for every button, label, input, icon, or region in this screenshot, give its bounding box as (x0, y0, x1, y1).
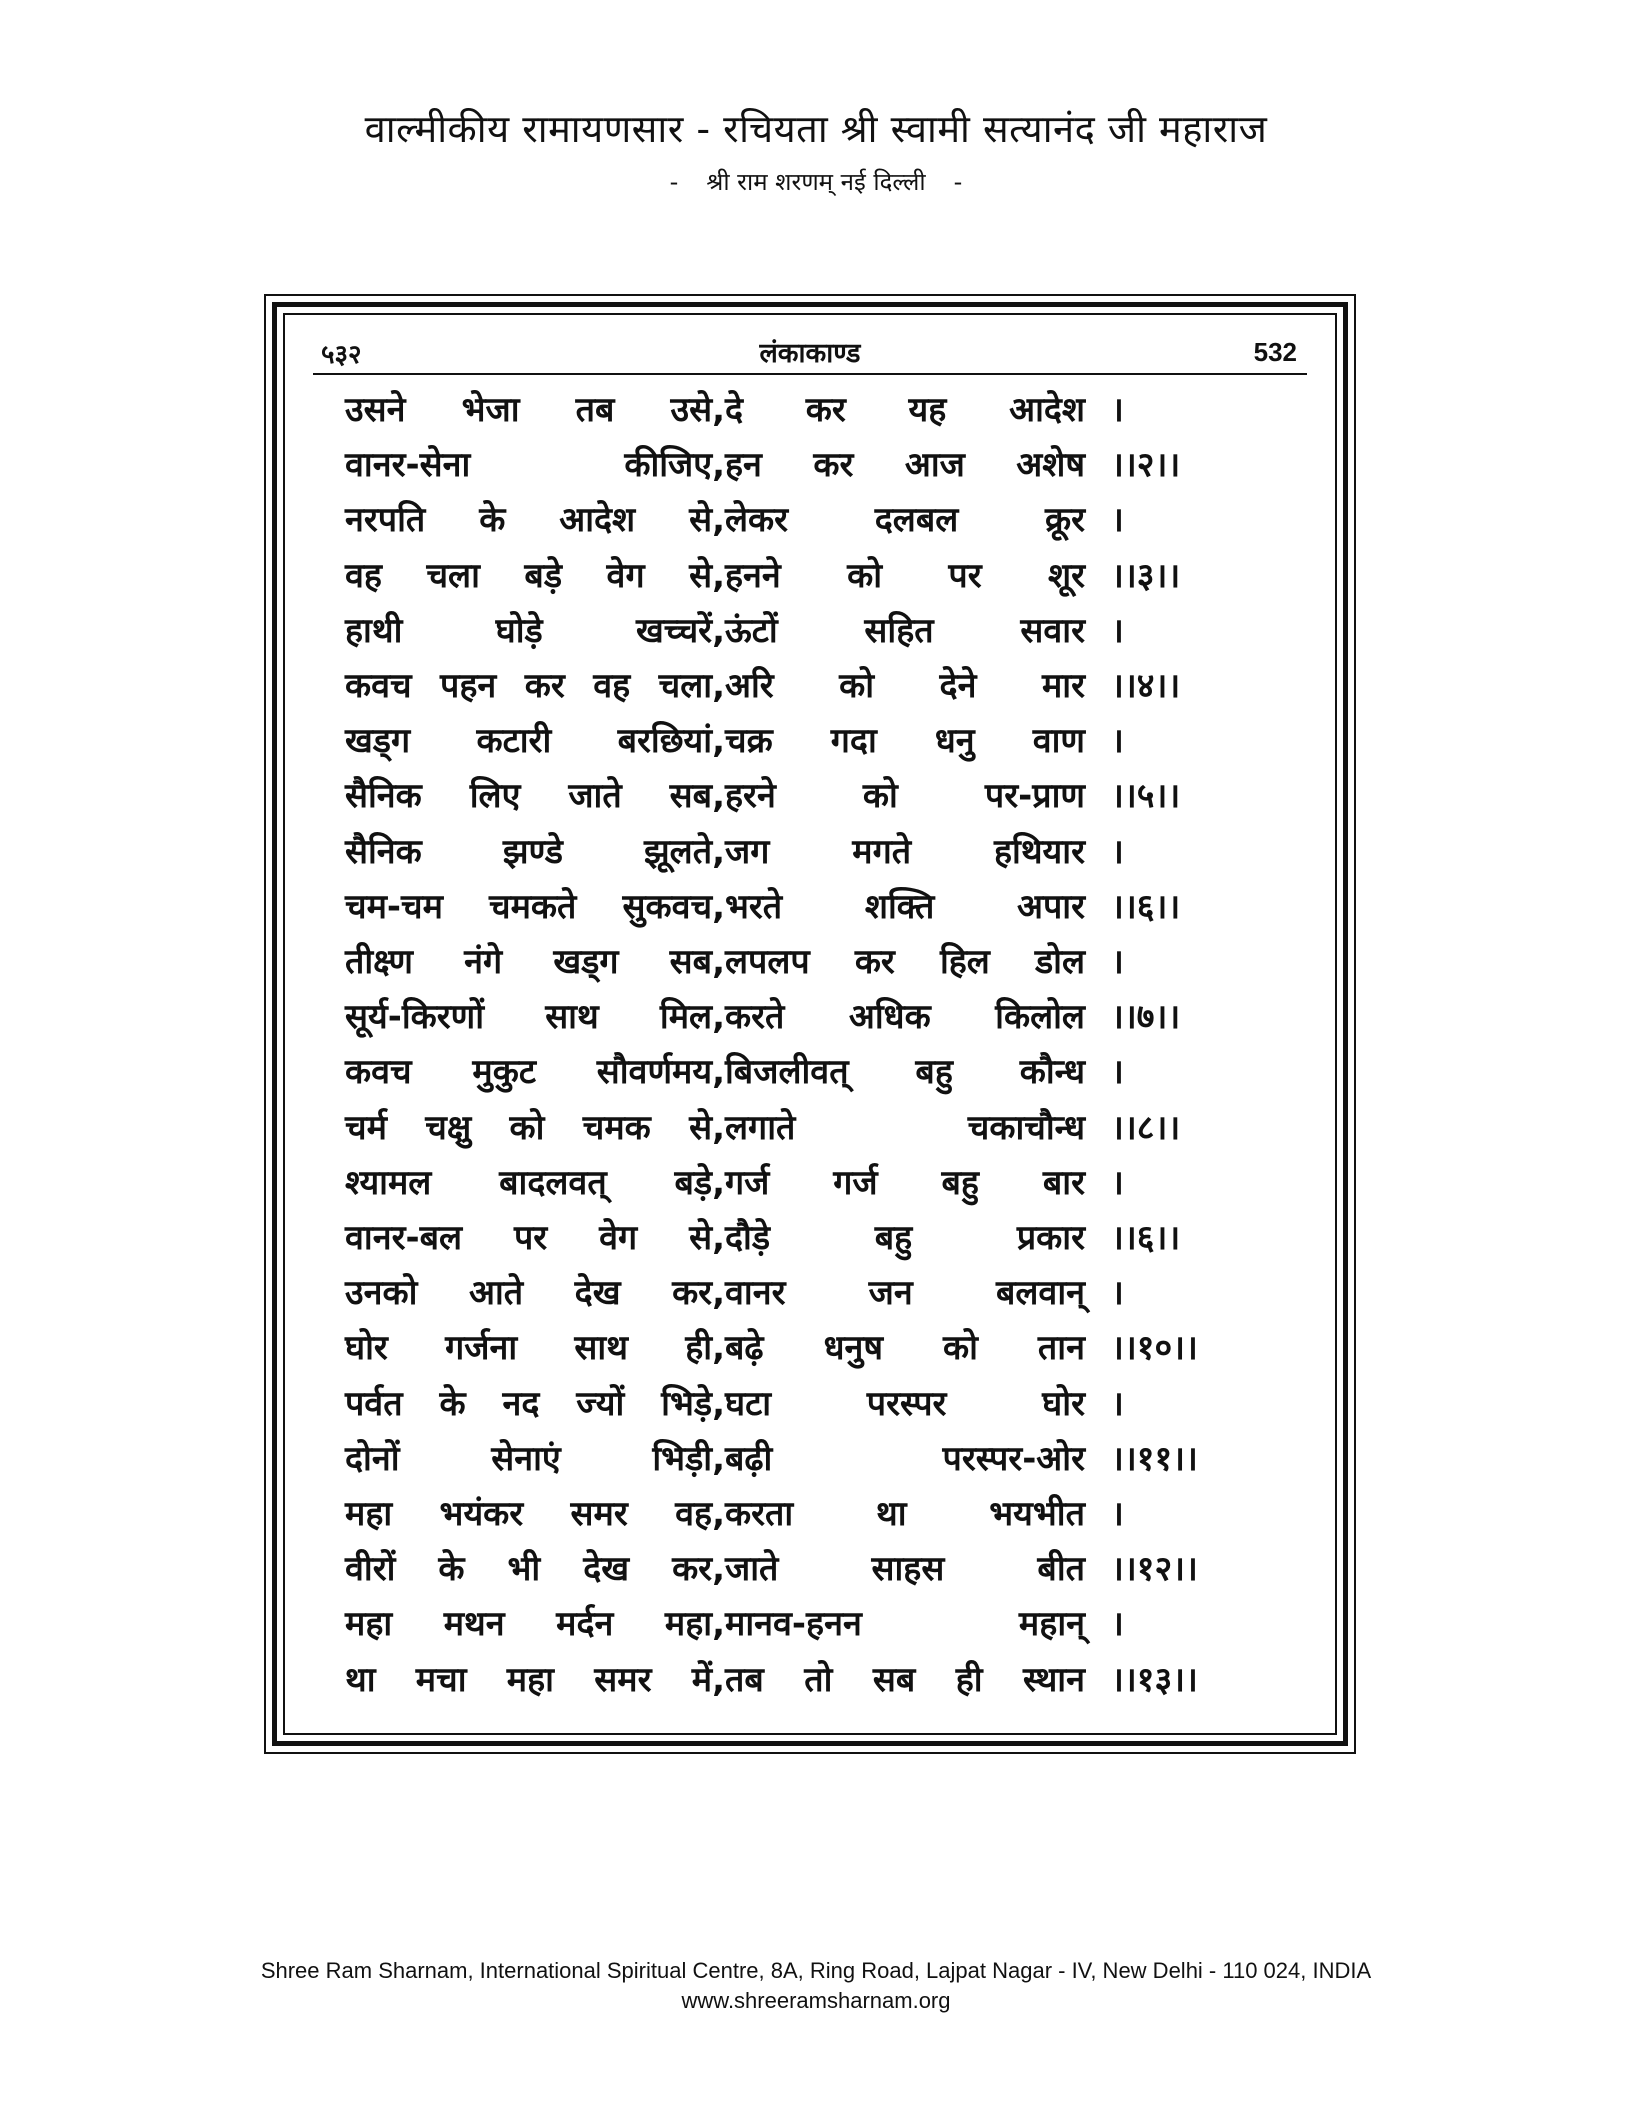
verse-second-half: करते अधिक किलोल (725, 997, 1085, 1038)
verse-second-half: जग मगते हथियार (725, 831, 1085, 872)
verse-second-half: करता था भयभीत (725, 1494, 1085, 1534)
verse-first-half: सैनिक झण्डे झूलते, (345, 831, 725, 872)
verse-first-half: वानर-बल पर वेग से, (345, 1218, 725, 1258)
verse-second-half: भरते शक्ति अपार (725, 886, 1085, 927)
verse-first-half: चर्म चक्षु को चमक से, (345, 1107, 725, 1148)
verse-marker: ।।१३।। (1111, 1659, 1198, 1700)
verse-marker: ।।२।। (1111, 445, 1181, 486)
verse-first-half: सूर्य-किरणों साथ मिल, (345, 997, 725, 1038)
verse-second-half: हन कर आज अशेष (725, 445, 1085, 486)
verse-second-half: हरने को पर-प्राण (725, 776, 1085, 817)
verse-marker: ।।६।। (1111, 1218, 1181, 1258)
subtitle-dash-right: - (953, 168, 963, 196)
verse-second-half: दौड़े बहु प्रकार (725, 1218, 1085, 1258)
verse-first-half: उनको आते देख कर, (345, 1273, 725, 1314)
verse-marker: । (1111, 1273, 1124, 1314)
verse-second-half: दे कर यह आदेश (725, 390, 1085, 430)
verse-marker: ।।८।। (1111, 1107, 1181, 1148)
verse-marker: ।।३।। (1111, 555, 1181, 596)
verse-first-half: घोर गर्जना साथ ही, (345, 1328, 725, 1369)
verse-first-half: चम-चम चमकते सुकवच, (345, 886, 725, 927)
verse-second-half: चक्र गदा धनु वाण (725, 721, 1085, 762)
verse-first-half: उसने भेजा तब उसे, (345, 390, 725, 430)
subtitle-text: श्री राम शरणम् नई दिल्ली (706, 168, 926, 196)
verse-second-half: तब तो सब ही स्थान (725, 1659, 1085, 1700)
verse-second-half: हनने को पर शूर (725, 555, 1085, 596)
verse-marker: । (1111, 390, 1124, 430)
verse-second-half: मानव-हनन महान् (725, 1604, 1085, 1645)
footer-address: Shree Ram Sharnam, International Spiritual Centre, 8A, Ring Road, Lajpat Nagar - IV, New Delhi - 110 024, INDIA (260, 1958, 1372, 1983)
verse-second-half: गर्ज गर्ज बहु बार (725, 1162, 1085, 1203)
verse-second-half: बिजलीवत् बहु कौन्ध (725, 1052, 1085, 1093)
verse-first-half: श्यामल बादलवत् बड़े, (345, 1162, 725, 1203)
verse-first-half: था मचा महा समर में, (345, 1659, 725, 1700)
verse-first-half: कवच मुकुट सौवर्णमय, (345, 1052, 725, 1093)
verse-second-half: लपलप कर हिल डोल (725, 942, 1085, 982)
verse-marker: ।।११।। (1111, 1438, 1198, 1479)
subtitle-dash-left: - (669, 168, 679, 196)
verse-second-half: बढ़े धनुष को तान (725, 1328, 1085, 1369)
verse-second-half: जाते साहस बीत (725, 1549, 1085, 1590)
verse-first-half: नरपति के आदेश से, (345, 500, 725, 541)
page-frame (264, 294, 1356, 1754)
verse-second-half: घटा परस्पर घोर (725, 1383, 1085, 1424)
verse-marker: । (1111, 1383, 1124, 1424)
verse-first-half: दोनों सेनाएं भिड़ी, (345, 1438, 725, 1479)
verse-marker: ।।१२।। (1111, 1549, 1198, 1590)
verse-marker: । (1111, 831, 1124, 872)
page-number-latin: 532 (1253, 337, 1297, 367)
verse-marker: । (1111, 1162, 1124, 1203)
verse-first-half: कवच पहन कर वह चला, (345, 666, 725, 706)
verse-second-half: लेकर दलबल क्रूर (725, 500, 1085, 541)
verse-second-half: ऊंटों सहित सवार (725, 610, 1085, 651)
verse-first-half: वानर-सेना कीजिए, (345, 445, 725, 486)
verse-marker: । (1111, 1494, 1124, 1534)
page-running-head (313, 329, 1307, 375)
chapter-title: लंकाकाण्ड (759, 338, 861, 369)
verse-marker: ।।६।। (1111, 886, 1181, 927)
verse-first-half: सैनिक लिए जाते सब, (345, 776, 725, 817)
verse-second-half: अरि को देने मार (725, 666, 1085, 706)
verse-marker: । (1111, 1604, 1124, 1645)
verse-second-half: बढ़ी परस्पर-ओर (725, 1438, 1085, 1479)
verse-first-half: वह चला बड़े वेग से, (345, 555, 725, 596)
verse-marker: । (1111, 610, 1124, 651)
document-title: वाल्मीकीय रामायणसार - रचियता श्री स्वामी सत्यानंद जी महाराज (364, 107, 1268, 151)
verse-first-half: हाथी घोड़े खच्चरें, (345, 610, 725, 651)
verse-second-half: लगाते चकाचौन्ध (725, 1107, 1085, 1148)
verse-first-half: महा भयंकर समर वह, (345, 1494, 725, 1534)
page-content-box (283, 313, 1337, 1735)
verse-marker: । (1111, 500, 1124, 541)
verse-first-half: खड्ग कटारी बरछियां, (345, 721, 725, 762)
verse-first-half: पर्वत के नद ज्यों भिड़े, (345, 1383, 725, 1424)
verse-second-half: वानर जन बलवान् (725, 1273, 1085, 1314)
page-frame-border (272, 302, 1348, 1746)
footer-website: www.shreeramsharnam.org (681, 1988, 951, 2013)
verse-first-half: महा मथन मर्दन महा, (345, 1604, 725, 1645)
verse-marker: । (1111, 721, 1124, 762)
verse-marker: ।।५।। (1111, 776, 1181, 817)
verse-marker: । (1111, 1052, 1124, 1093)
verse-marker: ।।४।। (1111, 666, 1181, 706)
verse-marker: ।।७।। (1111, 997, 1181, 1038)
verse-first-half: तीक्ष्ण नंगे खड्ग सब, (345, 942, 725, 982)
document-subtitle (0, 165, 1632, 198)
page-number-devanagari: ५३२ (321, 340, 362, 370)
verse-marker: ।।१०।। (1111, 1328, 1198, 1369)
verse-first-half: वीरों के भी देख कर, (345, 1549, 725, 1590)
verse-marker: । (1111, 942, 1124, 982)
